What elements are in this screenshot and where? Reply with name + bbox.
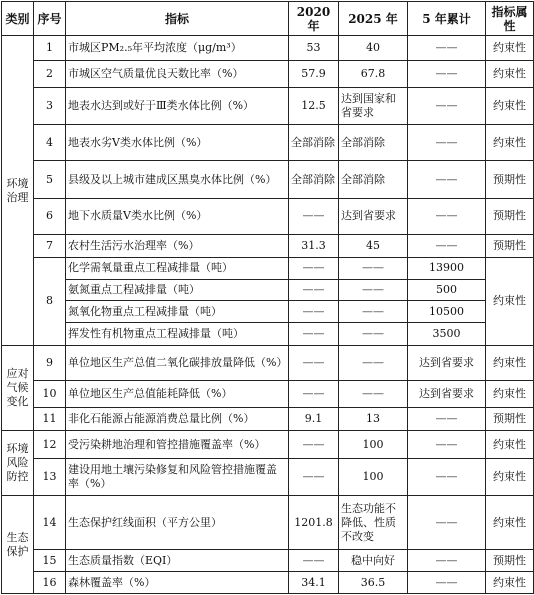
row-2025: —— <box>339 257 408 279</box>
row-cumulative: —— <box>408 572 486 594</box>
row-indicator: 受污染耕地治理和管控措施覆盖率（%） <box>66 431 289 459</box>
row-cumulative: 10500 <box>408 301 486 323</box>
row-indicator: 非化石能源占能源消费总量比例（%） <box>66 408 289 431</box>
header-cumulative: 5 年累计 <box>408 2 486 36</box>
table-row <box>2 459 534 496</box>
row-2020: 全部消除 <box>289 161 339 198</box>
row-cumulative: 达到省要求 <box>408 346 486 381</box>
row-indicator: 氮氧化物重点工程减排量（吨） <box>66 301 289 323</box>
row-attribute: 约束性 <box>486 257 534 345</box>
row-2025: 达到省要求 <box>339 198 408 234</box>
row-indicator: 森林覆盖率（%） <box>66 572 289 594</box>
row-2020: —— <box>289 459 339 496</box>
row-2025: 生态功能不降低、性质不改变 <box>339 496 408 550</box>
category-risk: 环境风险防控 <box>2 431 34 496</box>
row-attribute: 预期性 <box>486 550 534 572</box>
row-cumulative: —— <box>408 125 486 161</box>
row-cumulative: 13900 <box>408 257 486 279</box>
row-indicator: 农村生活污水治理率（%） <box>66 235 289 258</box>
row-2020: —— <box>289 431 339 459</box>
row-no: 11 <box>34 408 66 431</box>
row-2020: —— <box>289 279 339 301</box>
category-env: 环境治理 <box>2 36 34 346</box>
row-no: 7 <box>34 235 66 258</box>
row-2020: 1201.8 <box>289 496 339 550</box>
row-attribute: 预期性 <box>486 198 534 234</box>
row-cumulative: 达到省要求 <box>408 381 486 408</box>
header-2025: 2025 年 <box>339 2 408 36</box>
table-row <box>2 408 534 431</box>
table-row <box>2 235 534 258</box>
row-2020: —— <box>289 346 339 381</box>
category-eco: 生态保护 <box>2 496 34 594</box>
row-cumulative: —— <box>408 161 486 198</box>
row-attribute: 约束性 <box>486 459 534 496</box>
row-2025: 100 <box>339 459 408 496</box>
row-no: 4 <box>34 125 66 161</box>
row-attribute: 约束性 <box>486 346 534 381</box>
row-2020: 53 <box>289 36 339 61</box>
table-row <box>2 301 534 323</box>
table-row <box>2 198 534 234</box>
row-2020: —— <box>289 198 339 234</box>
row-no: 16 <box>34 572 66 594</box>
row-attribute: 约束性 <box>486 60 534 87</box>
row-no: 3 <box>34 87 66 124</box>
row-cumulative: 3500 <box>408 323 486 346</box>
row-cumulative: —— <box>408 550 486 572</box>
table-row <box>2 496 534 550</box>
row-2025: —— <box>339 381 408 408</box>
row-no: 12 <box>34 431 66 459</box>
row-attribute: 预期性 <box>486 235 534 258</box>
header-row <box>2 2 534 36</box>
row-no: 13 <box>34 459 66 496</box>
table-row <box>2 572 534 594</box>
row-2025: 13 <box>339 408 408 431</box>
table-row <box>2 431 534 459</box>
row-2025: 36.5 <box>339 572 408 594</box>
row-cumulative: —— <box>408 87 486 124</box>
row-no: 1 <box>34 36 66 61</box>
table-row <box>2 346 534 381</box>
row-cumulative: —— <box>408 60 486 87</box>
row-2025: —— <box>339 301 408 323</box>
row-2025: 40 <box>339 36 408 61</box>
row-attribute: 约束性 <box>486 36 534 61</box>
row-2020: —— <box>289 257 339 279</box>
row-no: 10 <box>34 381 66 408</box>
row-attribute: 预期性 <box>486 161 534 198</box>
row-2025: —— <box>339 279 408 301</box>
header-indicator: 指标 <box>66 2 289 36</box>
row-no: 6 <box>34 198 66 234</box>
row-2025: 全部消除 <box>339 161 408 198</box>
table-row <box>2 550 534 572</box>
row-attribute: 约束性 <box>486 496 534 550</box>
row-2025: 稳中向好 <box>339 550 408 572</box>
row-indicator: 建设用地土壤污染修复和风险管控措施覆盖率（%） <box>66 459 289 496</box>
row-2025: —— <box>339 346 408 381</box>
table-row <box>2 87 534 124</box>
row-indicator: 生态质量指数（EQI） <box>66 550 289 572</box>
header-seq: 序号 <box>34 2 66 36</box>
table-row <box>2 323 534 346</box>
row-2025: 67.8 <box>339 60 408 87</box>
row-cumulative: —— <box>408 431 486 459</box>
row-attribute: 约束性 <box>486 572 534 594</box>
row-no: 14 <box>34 496 66 550</box>
row-2020: 9.1 <box>289 408 339 431</box>
row-2025: —— <box>339 323 408 346</box>
table-row <box>2 125 534 161</box>
row-2020: 57.9 <box>289 60 339 87</box>
row-attribute: 预期性 <box>486 408 534 431</box>
row-2025: 100 <box>339 431 408 459</box>
row-attribute: 约束性 <box>486 87 534 124</box>
row-indicator: 氨氮重点工程减排量（吨） <box>66 279 289 301</box>
row-2020: —— <box>289 550 339 572</box>
row-attribute: 约束性 <box>486 381 534 408</box>
row-indicator: 生态保护红线面积（平方公里） <box>66 496 289 550</box>
table-row <box>2 257 534 279</box>
row-indicator: 地表水劣Ⅴ类水体比例（%） <box>66 125 289 161</box>
indicator-table <box>1 1 534 594</box>
header-2020: 2020 年 <box>289 2 339 36</box>
row-no: 15 <box>34 550 66 572</box>
table-row <box>2 60 534 87</box>
row-attribute: 约束性 <box>486 125 534 161</box>
row-cumulative: —— <box>408 36 486 61</box>
row-cumulative: 500 <box>408 279 486 301</box>
row-indicator: 市城区PM₂.₅年平均浓度（μg/m³） <box>66 36 289 61</box>
row-no: 8 <box>34 257 66 345</box>
row-indicator: 县级及以上城市建成区黑臭水体比例（%） <box>66 161 289 198</box>
row-no: 9 <box>34 346 66 381</box>
row-2020: 31.3 <box>289 235 339 258</box>
table-row <box>2 161 534 198</box>
table-row <box>2 279 534 301</box>
row-cumulative: —— <box>408 496 486 550</box>
row-indicator: 挥发性有机物重点工程减排量（吨） <box>66 323 289 346</box>
row-indicator: 单位地区生产总值二氧化碳排放量降低（%） <box>66 346 289 381</box>
row-2020: —— <box>289 381 339 408</box>
row-2020: 全部消除 <box>289 125 339 161</box>
row-cumulative: —— <box>408 408 486 431</box>
row-indicator: 地表水达到或好于Ⅲ类水体比例（%） <box>66 87 289 124</box>
row-attribute: 约束性 <box>486 431 534 459</box>
header-category: 类别 <box>2 2 34 36</box>
table-row <box>2 381 534 408</box>
row-2020: 34.1 <box>289 572 339 594</box>
row-2025: 全部消除 <box>339 125 408 161</box>
row-2020: —— <box>289 301 339 323</box>
header-attribute: 指标属性 <box>486 2 534 36</box>
row-2025: 达到国家和省要求 <box>339 87 408 124</box>
row-2020: —— <box>289 323 339 346</box>
row-cumulative: —— <box>408 235 486 258</box>
row-2025: 45 <box>339 235 408 258</box>
row-indicator: 化学需氧量重点工程减排量（吨） <box>66 257 289 279</box>
row-cumulative: —— <box>408 459 486 496</box>
row-indicator: 地下水质量Ⅴ类水比例（%） <box>66 198 289 234</box>
category-climate: 应对气候变化 <box>2 346 34 431</box>
row-indicator: 市城区空气质量优良天数比率（%） <box>66 60 289 87</box>
row-no: 2 <box>34 60 66 87</box>
row-no: 5 <box>34 161 66 198</box>
row-indicator: 单位地区生产总值能耗降低（%） <box>66 381 289 408</box>
row-cumulative: —— <box>408 198 486 234</box>
table-row <box>2 36 534 61</box>
row-2020: 12.5 <box>289 87 339 124</box>
